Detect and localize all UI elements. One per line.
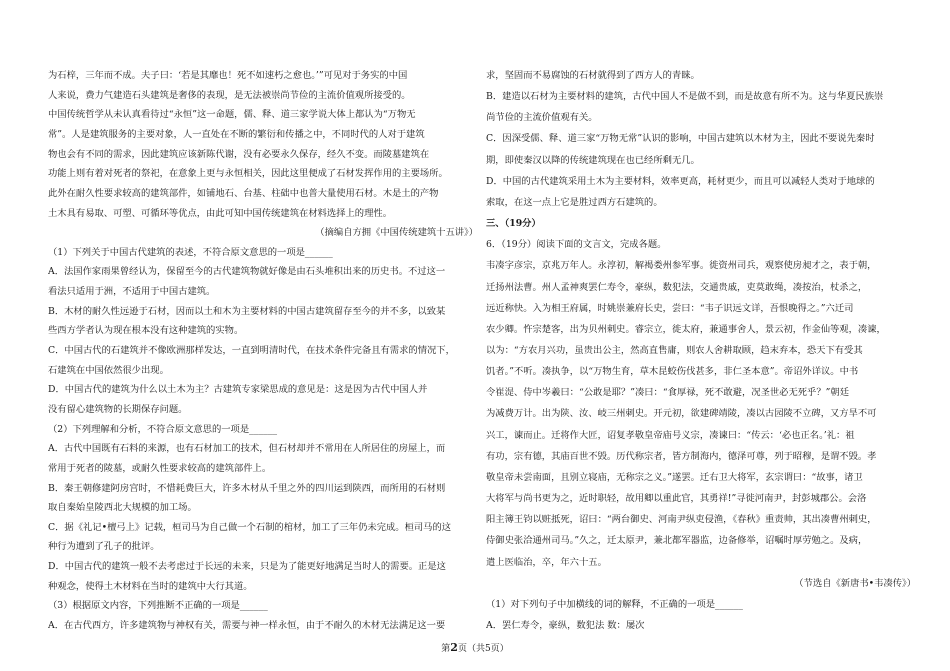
text-line: 常用于死者的陵墓，或耐久性要求较高的建筑部件上。	[48, 463, 272, 474]
footer-prefix: 第	[441, 644, 451, 654]
text-line: 阳主簿王钧以赃抵死，诏曰：“两台御史、河南尹纵吏侵渔，《春秋》重责帅，其出凑曹州刺史，	[486, 514, 877, 525]
footer-suffix: 页）	[490, 644, 509, 654]
text-line: 期，即使秦汉以降的传统建筑现在也已经所剩无几。	[486, 155, 700, 166]
text-line: 遣上医临治，卒，年六十五。	[486, 557, 607, 568]
text-line: 些西方学者认为现在根本没有这种建筑的实物。	[48, 325, 244, 336]
text-line: 6．（19分）阅读下面的文言文，完成各题。	[486, 239, 667, 250]
text-line: （摘编自方拥《中国传统建筑十五讲》）	[315, 227, 478, 238]
page-footer	[0, 642, 950, 655]
text-line: 功能上则有着对死者的祭祀，在意象上更与永恒相关，因此这里便成了石材发挥作用的主要场所。	[48, 168, 448, 179]
text-line: B．建造以石材为主要材料的建筑，古代中国人不是做不到，而是故意有所不为。这与华夏民族崇	[486, 91, 884, 102]
text-line: 人来说，费力气建造石头建筑是奢侈的表现，是无法被崇尚节俭的主流价值观所接受的。	[48, 90, 411, 101]
text-line: 中国传统哲学从未认真看待过“永恒”这一命题，儒、释、道三家学说大体上都认为“万物无	[48, 109, 416, 120]
text-line: 土木具有易取、可塑、可循环等优点，由此可知中国传统建筑在材料选择上的理性。	[48, 208, 392, 219]
text-line: 敬皇帝未尝南面，且别立寝庙，无称宗之义。”遂罢。迁右卫大将军，玄宗谓曰：“故事，诸卫	[486, 472, 863, 483]
text-line: 石建筑在中国依然很少出现。	[48, 365, 169, 376]
text-line: D．中国的古代建筑采用土木为主要材料，效率更高，耗材更少，而且可以减轻人类对于地球的	[486, 176, 875, 187]
text-line: 韦凑字彦宗，京兆万年人。永淳初，解褐娄州参军事。徙资州司兵，观察使房昶才之，表于朝，	[486, 260, 877, 271]
text-line: 取自秦始皇陵西北大规模的加工场。	[48, 502, 197, 513]
footer-middle: 页（共	[457, 644, 485, 654]
text-line: （1）下列关于中国古代建筑的表述，不符合原文意思的一项是______	[48, 247, 333, 258]
text-line: 此外在耐久性要求较高的建筑部件，如铺地石、台基、柱础中也普大量使用石材。木是土的产物	[48, 188, 439, 199]
text-line: A．法国作家雨果曾经认为，保留至今的古代建筑物就好像是由石头堆积出来的历史书。不过这一	[48, 266, 446, 277]
text-line: A．罢仁寿令，豪纵，数犯法 数：屡次	[486, 620, 645, 631]
text-line: 以为：“方农月兴功，虽贵出公主，然高直售庸，则农人舍耕取顾，趋末弃本，恐天下有受其	[486, 345, 863, 356]
text-line: 物也会有不同的需求，因此建筑应该新陈代谢，没有必要永久保存，经久不变。而陵墓建筑在	[48, 149, 430, 160]
text-line: 兴工，谏而止。迁将作大匠，诏复孝敬皇帝庙号义宗，凑谏曰：“传云：‘必也正名。’礼：祖	[486, 430, 855, 441]
text-line: B．秦王朝修建阿房宫时，不惜耗费巨大，许多木材从千里之外的四川运到陕西，而所用的石材则	[48, 483, 446, 494]
text-line: C．中国古代的石建筑并不像欧洲那样发达，一直到明清时代，在技术条件完备且有需求的情况下，	[48, 345, 455, 356]
text-line: 三、（19分）	[486, 218, 541, 229]
text-line: 为减费万计。出为陕、汝、岐三州刺史。开元初，欲建碑靖陵，凑以古园陵不立碑，又方旱不可	[486, 408, 877, 419]
page-total: 5	[484, 644, 491, 654]
text-line: C．据《礼记•檀弓上》记载，桓司马为自己做一个石制的棺材，加工了三年仍未完成。桓司马的这	[48, 522, 452, 533]
text-line: D．中国古代的建筑一般不去考虑过于长远的未来，只是为了能更好地满足当时人的需要。正是这	[48, 561, 446, 572]
text-line: 令崔湜、侍中岑羲曰：“公敢是耶？”凑曰：“食厚禄，死不敢避，况圣世必无死乎？”朝廷	[486, 387, 849, 398]
text-line: 农少卿。忤宗楚客，出为贝州刺史。睿宗立，徙太府，兼通事舍人，景云初，作金仙等观，凑谏，	[486, 324, 886, 335]
text-line: 饥者。”不听。凑执争，以“万物生育，草木昆蛟伤伐甚多，非仁圣本意”。帝诏外详议。中书	[486, 366, 859, 377]
text-line: 看法只适用于洲，不适用于中国古建筑。	[48, 286, 216, 297]
text-line: 远近称快。入为相王府属，时姚崇兼府长史，尝曰：“韦子识远文详，吾恨晚得之。”六迁司	[486, 303, 854, 314]
text-line: 尚节俭的主流价值观有关。	[486, 112, 598, 123]
text-line: 有功，宗有德，其庙百世不毁。历代称宗者，皆方制海内，德泽可尊，列于昭穆，是谓不毁。孝	[486, 451, 877, 462]
text-line: 索取，在这一点上它是胜过西方石建筑的。	[486, 197, 663, 208]
text-line: 大将军与尚书更为之，近时职轻，故用卿以重此官，其勇祥!”寻徙河南尹，封彭城郡公。会洛	[486, 493, 867, 504]
text-line: （1）对下列句子中加横线的词的解释，不正确的一项是______	[486, 599, 743, 610]
text-line: A．在古代西方，许多建筑物与神权有关，需要与神一样永恒，由于不耐久的木材无法满足这一要	[48, 620, 446, 631]
text-line: （3）根据原文内容，下列推断不正确的一项是______	[48, 600, 268, 611]
text-line: A．古代中国既有石料的来源，也有石材加工的技术，但石材却并不常用在人所居住的房屋上，而	[48, 443, 446, 454]
text-line: 求，坚固而不易腐蚀的石材就得到了西方人的青睐。	[486, 70, 700, 81]
page-number: 2	[450, 641, 458, 654]
text-line: 侍御史张洽通州司马。”久之，迁太原尹，兼北都军器监，边备修举，诏嘱时厚劳勉之。及病，	[486, 535, 868, 546]
text-line: D．中国古代的建筑为什么以土木为主？古建筑专家梁思成的意见是：这是因为古代中国人并	[48, 384, 428, 395]
text-line: B．木材的耐久性远逊于石材，因而以土和木为主要材料的中国古建筑留存至今的并不多，以致某	[48, 306, 446, 317]
text-line: 迁扬州法曹。州人孟神爽罢仁寿令，豪纵，数犯法，交通贵戚，吏莫敢绳，凑按治，杖杀之，	[486, 282, 868, 293]
text-line: 种观念，使得土木材料在当时的建筑中大行其道。	[48, 581, 253, 592]
text-line: 常”。人是建筑服务的主要对象，人一直处在不断的繁衍和传播之中，不同时代的人对于建筑	[48, 129, 425, 140]
text-line: 为石梓，三年而不成。夫子曰：‘若是其靡也！死不如速朽之愈也。’”可见对于务实的中国	[48, 70, 408, 81]
text-line: （节选自《新唐书•韦凑传》）	[794, 578, 916, 589]
text-line: C．因深受儒、释、道三家“万物无常”认识的影响，中国古建筑以木材为主，因此不要说先秦时	[486, 133, 875, 144]
text-line: （2）下列理解和分析，不符合原文意思的一项是______	[48, 424, 278, 435]
text-line: 没有留心建筑物的长期保存问题。	[48, 404, 188, 415]
text-line: 种行为遭到了孔子的批评。	[48, 541, 160, 552]
